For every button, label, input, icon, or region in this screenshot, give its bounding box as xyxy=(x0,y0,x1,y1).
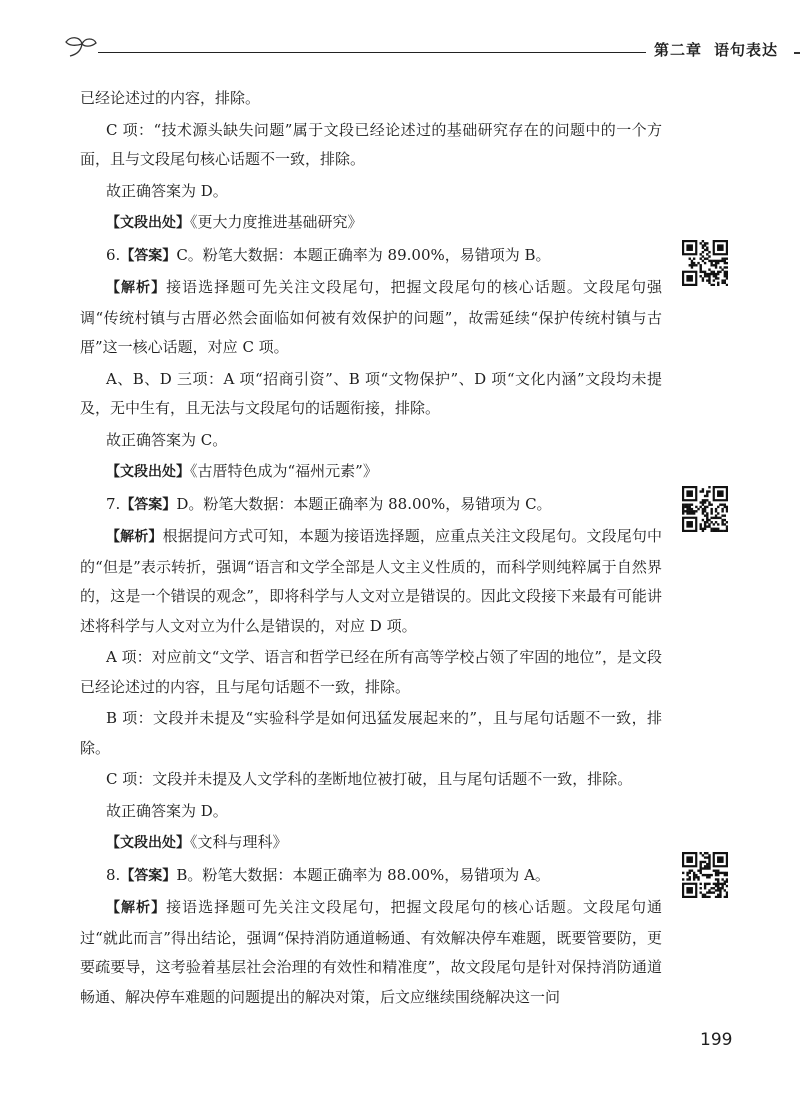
leaf-sprout-icon xyxy=(60,34,100,64)
paragraph xyxy=(80,208,662,239)
paragraph xyxy=(80,426,662,456)
question-number: 6. xyxy=(106,245,121,264)
paragraph xyxy=(80,704,662,763)
paragraph-text: 已经论述过的内容，排除。 xyxy=(80,89,261,107)
paragraph xyxy=(80,177,662,207)
qr-code-icon xyxy=(682,486,728,532)
page-number: 199 xyxy=(700,1030,733,1050)
section-tag: 【文段出处】 xyxy=(106,835,190,851)
header-rule xyxy=(98,52,646,53)
section-tag: 【答案】 xyxy=(120,496,177,513)
paragraph-text: 故正确答案为 D。 xyxy=(106,801,228,820)
paragraph xyxy=(80,797,662,827)
section-tag: 【解析】 xyxy=(106,280,167,296)
paragraph-text: D。粉笔大数据：本题正确率为 88.00%，易错项为 C。 xyxy=(176,494,552,513)
paragraph xyxy=(80,457,662,488)
section-tag: 【文段出处】 xyxy=(106,215,190,231)
paragraph xyxy=(80,273,662,363)
section-tag: 【解析】 xyxy=(106,529,163,545)
paragraph-text: B 项：文段并未提及“实验科学是如何迅猛发展起来的”，且与尾句话题不一致，排除。 xyxy=(80,709,662,757)
paragraph-text: C。粉笔大数据：本题正确率为 89.00%，易错项为 B。 xyxy=(176,245,551,264)
section-tag: 【解析】 xyxy=(106,900,167,916)
section-tag: 【答案】 xyxy=(120,247,177,264)
question-number: 8. xyxy=(106,865,121,884)
question-number: 7. xyxy=(106,494,121,513)
paragraph xyxy=(80,365,662,424)
paragraph-text: B。粉笔大数据：本题正确率为 88.00%，易错项为 A。 xyxy=(176,865,550,884)
header-title xyxy=(654,39,778,60)
paragraph-text: 接语选择题可先关注文段尾句，把握文段尾句的核心话题。文段尾句通过“就此而言”得出结论，强调“保持消防通道畅通、有效解决停车难题，既要管要防，更要疏要导，这考验着基层社会治理的有效性和精准度”，故文段尾句是针对保持消防通道畅通、解决停车难题的问题提出的解决对策，后文应继续围绕解决这一问 xyxy=(80,898,662,1006)
paragraph-text: 根据提问方式可知，本题为接语选择题，应重点关注文段尾句。文段尾句中的“但是”表示转折，强调“语言和文学全部是人文主义性质的，而科学则纯粹属于自然界的，这是一个错误的观念”，即将科学与人文对立是错误的。因此文段接下来最有可能讲述将科学与人文对立为什么是错误的，对应 D 项。 xyxy=(80,527,662,635)
paragraph xyxy=(80,241,662,272)
paragraph-text: 故正确答案为 C。 xyxy=(106,430,228,449)
header-rule-end xyxy=(794,52,800,54)
paragraph xyxy=(80,643,662,702)
section-tag: 【答案】 xyxy=(120,867,177,884)
paragraph-text: 故正确答案为 D。 xyxy=(106,181,228,200)
page-body xyxy=(80,84,662,1012)
paragraph-text: 接语选择题可先关注文段尾句，把握文段尾句的核心话题。文段尾句强调“传统村镇与古厝必然会面临如何被有效保护的问题”，故需延续“保护传统村镇与古厝”这一核心话题，对应 C 项。 xyxy=(80,278,662,356)
paragraph xyxy=(80,828,662,859)
paragraph xyxy=(80,522,662,641)
qr-code-icon xyxy=(682,852,728,898)
paragraph xyxy=(80,861,662,892)
paragraph-text: 《文科与理科》 xyxy=(190,833,288,851)
paragraph xyxy=(80,490,662,521)
chapter-label: 第二章 xyxy=(654,41,703,59)
paragraph xyxy=(80,765,662,795)
section-tag: 【文段出处】 xyxy=(106,464,190,480)
section-label: 语句表达 xyxy=(714,41,779,59)
paragraph-text: C 项：“技术源头缺失问题”属于文段已经论述过的基础研究存在的问题中的一个方面，且与文段尾句核心话题不一致，排除。 xyxy=(80,120,662,168)
running-header xyxy=(60,32,780,72)
paragraph-text: 《古厝特色成为“福州元素”》 xyxy=(190,462,378,480)
paragraph xyxy=(80,893,662,1012)
paragraph xyxy=(80,84,662,114)
paragraph-text: 《更大力度推进基础研究》 xyxy=(190,213,363,231)
paragraph-text: C 项：文段并未提及人文学科的垄断地位被打破，且与尾句话题不一致，排除。 xyxy=(106,770,633,788)
paragraph-text: A、B、D 三项：A 项“招商引资”、B 项“文物保护”、D 项“文化内涵”文段均未提及，无中生有，且无法与文段尾句的话题衔接，排除。 xyxy=(80,369,662,417)
paragraph-text: A 项：对应前文“文学、语言和哲学已经在所有高等学校占领了牢固的地位”，是文段已经论述过的内容，且与尾句话题不一致，排除。 xyxy=(80,648,662,696)
paragraph xyxy=(80,116,662,175)
qr-code-icon xyxy=(682,240,728,286)
